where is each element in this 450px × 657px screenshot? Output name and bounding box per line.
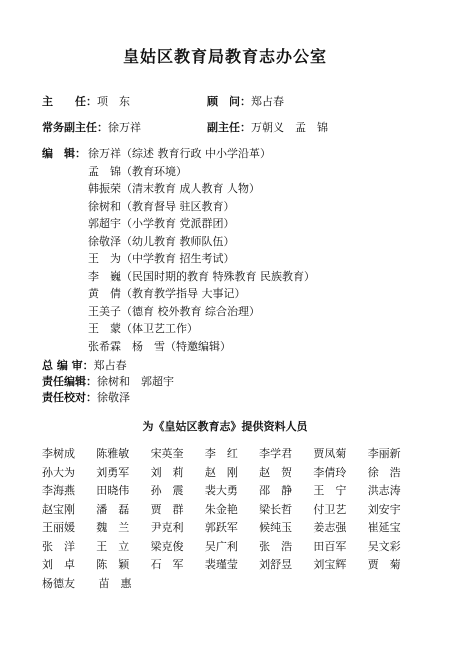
responsible-editors-names: 徐树和 郭超宇 xyxy=(97,375,174,388)
contributor-name: 刘安宇 xyxy=(367,502,401,516)
contributor-name: 李树成 xyxy=(42,447,75,461)
contributor-name: 郭跃军 xyxy=(204,521,238,535)
contributor-name: 孙大为 xyxy=(42,465,75,479)
contributor-name: 张 洋 xyxy=(42,539,75,553)
contributor-name: 洪志涛 xyxy=(367,484,401,498)
exec-deputy-name: 徐万祥 xyxy=(108,121,141,134)
contributor-row xyxy=(42,574,422,593)
editor-entry: 王 为（中学教育 招生考试） xyxy=(88,252,235,265)
contributor-name: 付卫艺 xyxy=(313,502,347,516)
contributors-title: 为《皇姑区教育志》提供资料人员 xyxy=(142,420,308,433)
contributor-row xyxy=(42,555,422,574)
contributor-name: 贾凤菊 xyxy=(313,447,347,461)
exec-deputy-label: 常务副主任： xyxy=(42,121,108,134)
chief-reviewer-name: 郑占春 xyxy=(93,359,127,372)
chief-reviewer-label: 总 编 审： xyxy=(42,359,94,372)
contributor-name: 王 宁 xyxy=(313,484,347,498)
contributor-name: 张 浩 xyxy=(259,539,293,553)
advisor-row xyxy=(207,95,284,109)
director-name: 项 东 xyxy=(97,95,130,108)
contributor-name: 刘 卓 xyxy=(42,558,75,572)
editors-label: 编 辑： xyxy=(42,147,86,160)
responsible-editors-label: 责任编辑： xyxy=(42,375,97,388)
deputy-names: 万朝义 孟 锦 xyxy=(251,121,328,134)
contributor-name: 赵宝刚 xyxy=(42,502,75,516)
contributor-name: 魏 兰 xyxy=(96,521,130,535)
editor-entry: 张希霖 杨 雪（特邀编辑） xyxy=(88,339,231,353)
contributor-row xyxy=(42,481,422,500)
advisor-label: 顾 问： xyxy=(207,95,251,108)
contributor-name: 赵 刚 xyxy=(204,465,238,479)
deputy-label: 副主任： xyxy=(207,121,251,134)
contributor-name: 潘 磊 xyxy=(96,502,130,516)
contributor-name: 尹克利 xyxy=(150,521,184,535)
contributor-name: 李 红 xyxy=(204,447,238,461)
contributor-name: 刘勇军 xyxy=(96,465,130,479)
contributor-row xyxy=(42,518,422,537)
contributor-name: 邵 静 xyxy=(259,484,293,498)
editor-entry: 韩振荣（清末教育 成人教育 人物） xyxy=(88,182,260,195)
editor-entry: 孟 锦（教育环境） xyxy=(88,164,187,178)
contributor-name: 王丽媛 xyxy=(42,521,75,535)
contributor-name: 梁长哲 xyxy=(259,502,293,516)
contributor-name: 姜志强 xyxy=(313,521,347,535)
contributor-row xyxy=(42,463,422,482)
contributor-name: 徐 浩 xyxy=(367,465,401,479)
contributor-name: 田百军 xyxy=(313,539,347,553)
editors-label-row xyxy=(42,147,86,161)
contributor-row xyxy=(42,500,422,519)
responsible-proofreader-label: 责任校对： xyxy=(42,391,97,404)
exec-deputy-row xyxy=(42,121,141,135)
editor-entry: 徐敬泽（幼儿教育 教师队伍） xyxy=(88,234,235,248)
contributor-name: 吴文彩 xyxy=(367,539,401,553)
editor-entry: 李 巍（民国时期的教育 特殊教育 民族教育） xyxy=(88,269,315,283)
contributor-name: 李海燕 xyxy=(42,484,75,498)
page-title: 皇姑区教育局教育志办公室 xyxy=(122,47,327,66)
contributor-name: 朱金艳 xyxy=(204,502,238,516)
contributor-name: 杨德友 xyxy=(42,576,75,590)
contributor-name: 田晓伟 xyxy=(96,484,130,498)
editor-entry: 王美子（德育 校外教育 综合治理） xyxy=(88,304,260,318)
contributor-name: 刘舒昱 xyxy=(259,558,293,572)
contributor-row xyxy=(42,537,422,556)
editor-entry: 黄 倩（教育教学指导 大事记） xyxy=(88,287,246,300)
contributor-name: 贾 群 xyxy=(150,502,184,516)
responsible-proofreader-row xyxy=(42,391,130,405)
contributor-name: 候纯玉 xyxy=(259,521,293,535)
responsible-editors-row xyxy=(42,375,174,389)
contributor-name: 贾 菊 xyxy=(367,558,401,572)
chief-reviewer-row xyxy=(42,359,127,373)
contributor-name: 李丽新 xyxy=(367,447,401,461)
contributor-name: 梁克俊 xyxy=(150,539,184,553)
contributor-name: 陈 颖 xyxy=(96,558,130,572)
contributor-name: 李学君 xyxy=(259,447,293,461)
director-row xyxy=(42,95,130,109)
deputy-row xyxy=(207,121,328,135)
contributor-name: 赵 贺 xyxy=(259,465,293,479)
contributor-name: 苗 惠 xyxy=(98,576,132,590)
contributor-name: 陈雅敏 xyxy=(96,447,130,461)
contributor-name: 刘 莉 xyxy=(150,465,184,479)
editor-entry: 徐万祥（综述 教育行政 中小学沿革） xyxy=(88,147,271,160)
contributor-name: 孙 震 xyxy=(150,484,184,498)
contributor-name: 裴瑾莹 xyxy=(204,558,238,572)
director-label: 主 任： xyxy=(42,95,97,108)
contributors-grid xyxy=(42,444,422,592)
editor-entry: 徐树和（教育督导 驻区教育） xyxy=(88,199,235,213)
contributor-name: 宋英奎 xyxy=(150,447,184,461)
editor-entry: 王 蒙（体卫艺工作） xyxy=(88,322,198,335)
contributor-row xyxy=(42,444,422,463)
advisor-name: 郑占春 xyxy=(251,95,284,108)
contributor-name: 石 军 xyxy=(150,558,184,572)
contributor-name: 崔延宝 xyxy=(367,521,401,535)
contributor-name: 裴大勇 xyxy=(204,484,238,498)
contributor-name: 刘宝辉 xyxy=(313,558,347,572)
contributor-name: 王 立 xyxy=(96,539,130,553)
responsible-proofreader-name: 徐敬泽 xyxy=(97,391,130,404)
contributor-name: 李倩玲 xyxy=(313,465,347,479)
editor-entry: 郭超宇（小学教育 党派群团） xyxy=(88,217,235,230)
contributor-name: 吴广利 xyxy=(204,539,238,553)
